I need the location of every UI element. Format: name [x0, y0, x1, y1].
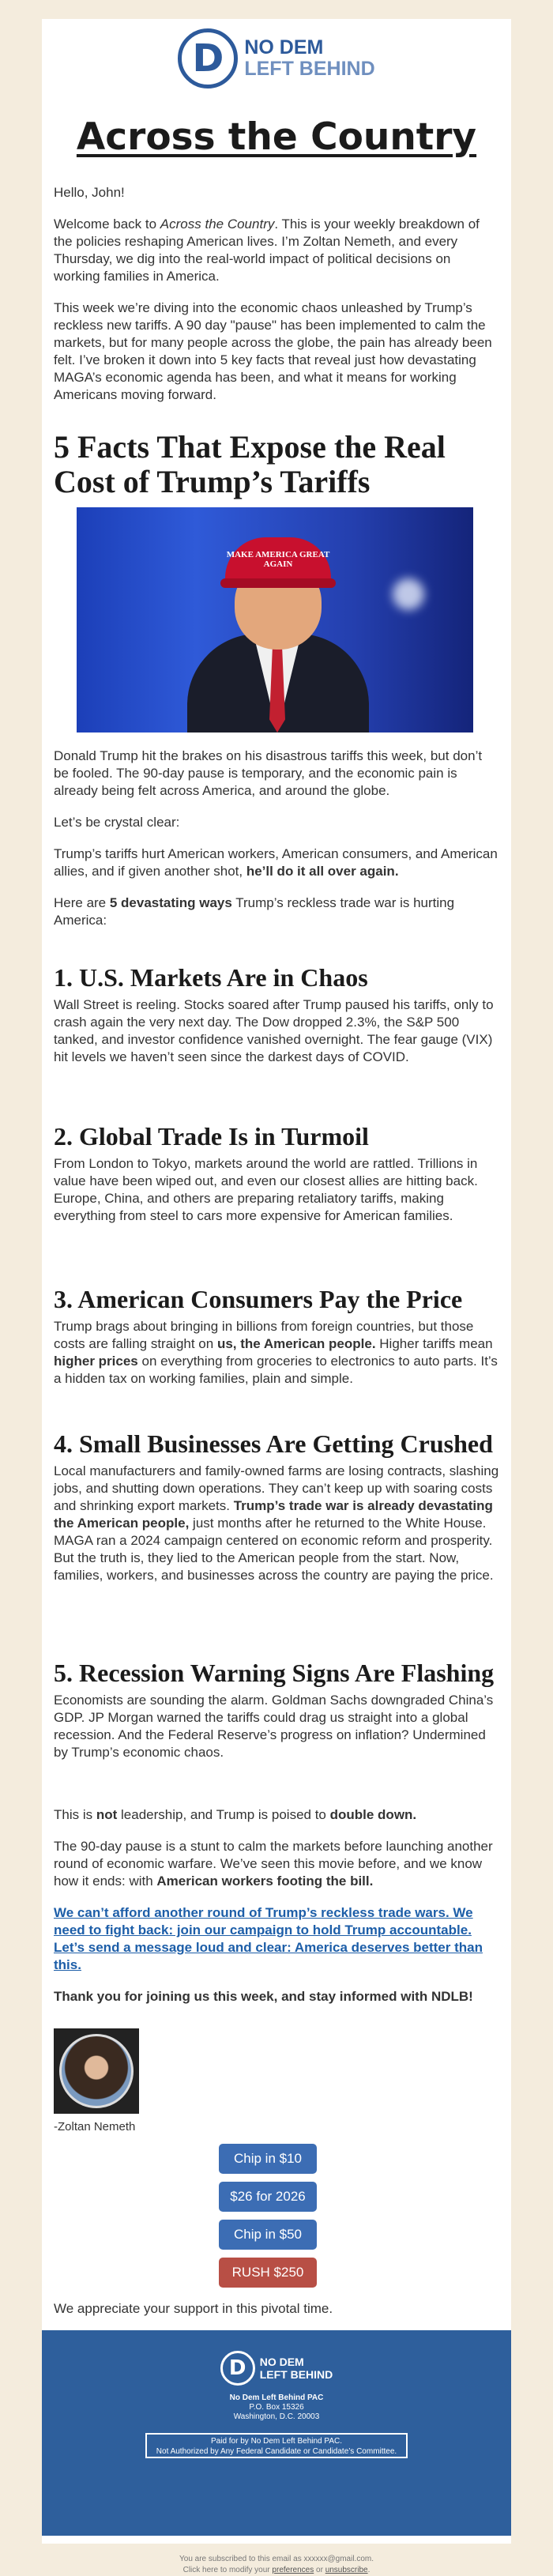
fact-5: [54, 1659, 499, 1761]
masthead-title: Across the Country: [76, 115, 477, 159]
lead-paragraph-2: Let’s be crystal clear:: [54, 815, 180, 830]
intro-paragraph: Welcome back to Across the Country. This is your weekly breakdown of the policies reshaping American lives. I’m Zoltan Nemeth, and every Thursday, we dig into the real-world impact of political decisions on working families in America.: [54, 217, 480, 284]
lead-paragraph-3: Trump’s tariffs hurt American workers, American consumers, and American allies, and if given another shot, he’ll do it all over again.: [54, 846, 498, 879]
fact-text: Economists are sounding the alarm. Goldman Sachs downgraded China’s GDP. JP Morgan warned the tariffs could drag us straight into a global recession. And the Federal Reserve’s progress on inflation? Undermined by Trump’s economic chaos.: [54, 1693, 494, 1760]
signature-wrap: [54, 2118, 499, 2136]
signature: -Zoltan Nemeth: [54, 2120, 136, 2133]
fact-3: [54, 1285, 499, 1388]
email-card: [42, 19, 511, 2544]
trump-photo: [77, 507, 473, 733]
thanks-text: Thank you for joining us this week, and stay informed with NDLB!: [54, 1989, 473, 2004]
fact-1: [54, 963, 499, 1066]
logo-wordmark: NO DEM LEFT BEHIND: [244, 36, 375, 80]
intro-paragraph-2: This week we’re diving into the economic chaos unleashed by Trump’s reckless new tariffs. A 90 day "pause" has been implemented to calm the markets, but for many people across the globe, the pain has already been felt. I’ve broken it down into 5 key facts that reveal just how devastating MAGA’s economic agenda has been, and what it means for working Americans moving forward.: [54, 300, 492, 402]
brand-logo[interactable]: [42, 28, 511, 89]
footer-address: No Dem Left Behind PAC P.O. Box 15326 Washington, D.C. 20003: [229, 2393, 324, 2421]
fact-title: 4. Small Businesses Are Getting Crushed: [54, 1429, 493, 1458]
author-avatar: [54, 2028, 139, 2114]
lead-section: [54, 748, 499, 929]
fact-title: 5. Recession Warning Signs Are Flashing: [54, 1659, 495, 1687]
appreciate-wrap: [54, 2300, 499, 2318]
intro-section: [54, 184, 499, 404]
cap-text: MAKE AMERICA GREAT AGAIN: [225, 537, 331, 585]
appreciate-text: We appreciate your support in this pivotal time.: [54, 2301, 333, 2316]
rush-250-button[interactable]: RUSH $250: [219, 2258, 317, 2288]
fact-text: Trump brags about bringing in billions from foreign countries, but those costs are falling straight on us, the American people. Higher tariffs mean higher prices on everything from groceries to electronics to auto parts. It’s a hidden tax on working families, plain and simple.: [54, 1319, 498, 1386]
fact-4: [54, 1429, 499, 1584]
footer-logo[interactable]: D NO DEM LEFT BEHIND: [42, 2351, 511, 2386]
chip-in-50-button[interactable]: Chip in $50: [219, 2220, 317, 2250]
main-headline: 5 Facts That Expose the Real Cost of Trump’s Tariffs: [54, 429, 446, 499]
fact-title: 2. Global Trade Is in Turmoil: [54, 1122, 369, 1151]
fact-title: 1. U.S. Markets Are in Chaos: [54, 963, 368, 992]
fact-2: [54, 1122, 499, 1225]
closing-paragraph: This is not leadership, and Trump is poised to double down.: [54, 1807, 417, 1822]
fact-text: From London to Tokyo, markets around the world are rattled. Trillions in value have been wiped out, and even our closest allies are hitting back. Europe, China, and others are preparing retaliatory tariffs, making everything from steel to cars more expensive for American families.: [54, 1156, 478, 1223]
main-headline-wrap: [54, 430, 499, 499]
fact-title: 3. American Consumers Pay the Price: [54, 1285, 463, 1313]
subscription-footer: [0, 2554, 553, 2576]
footer: [42, 2330, 511, 2536]
unsubscribe-link[interactable]: unsubscribe: [325, 2566, 368, 2574]
chip-in-10-button[interactable]: Chip in $10: [219, 2144, 317, 2174]
fact-text: Local manufacturers and family-owned farms are losing contracts, slashing jobs, and shutting down operations. They can’t keep up with soaring costs and shrinking export markets. Trump’s trade war is already devastating the American people, just months after he returned to the White House. MAGA ran a 2024 campaign centered on economic reform and prosperity. But the truth is, they lied to the American people from the start. Now, families, workers, and businesses across the country are paying the price.: [54, 1463, 499, 1583]
fact-text: Wall Street is reeling. Stocks soared after Trump paused his tariffs, only to crash again the very next day. The Dow dropped 2.3%, the S&P 500 tanked, and investor confidence vanished overnight. The fear gauge (VIX) hit levels we haven’t seen since the darkest days of COVID.: [54, 997, 494, 1064]
subscribed-email-text: You are subscribed to this email as xxxxxx@gmail.com.: [179, 2555, 374, 2563]
campaign-link[interactable]: We can’t afford another round of Trump’s reckless trade wars. We need to fight back: join our campaign to hold Trump accountable. Let’s send a message loud and clear: America deserves better than this.: [54, 1905, 483, 1972]
logo-d-icon: D: [178, 28, 238, 89]
lead-paragraph: Donald Trump hit the brakes on his disastrous tariffs this week, but don’t be fooled. The 90-day pause is temporary, and the economic pain is already being felt across America, and around the globe.: [54, 748, 483, 798]
greeting: Hello, John!: [54, 185, 125, 200]
footer-logo-d-icon: D: [220, 2351, 255, 2386]
closing-section: [54, 1806, 499, 2005]
chip-in-26-button[interactable]: $26 for 2026: [219, 2182, 317, 2212]
closing-paragraph-2: The 90-day pause is a stunt to calm the markets before launching another round of economic warfare. We’ve seen this movie before, and we know how it ends: with American workers footing the bill.: [54, 1839, 493, 1889]
preferences-link[interactable]: preferences: [272, 2566, 314, 2574]
paid-for-disclaimer: Paid for by No Dem Left Behind PAC. Not Authorized by Any Federal Candidate or Candidate’s Committee.: [145, 2433, 408, 2458]
lead-paragraph-4: Here are 5 devastating ways Trump’s reckless trade war is hurting America:: [54, 895, 455, 928]
modify-text: Click here to modify your preferences or unsubscribe.: [182, 2566, 371, 2574]
